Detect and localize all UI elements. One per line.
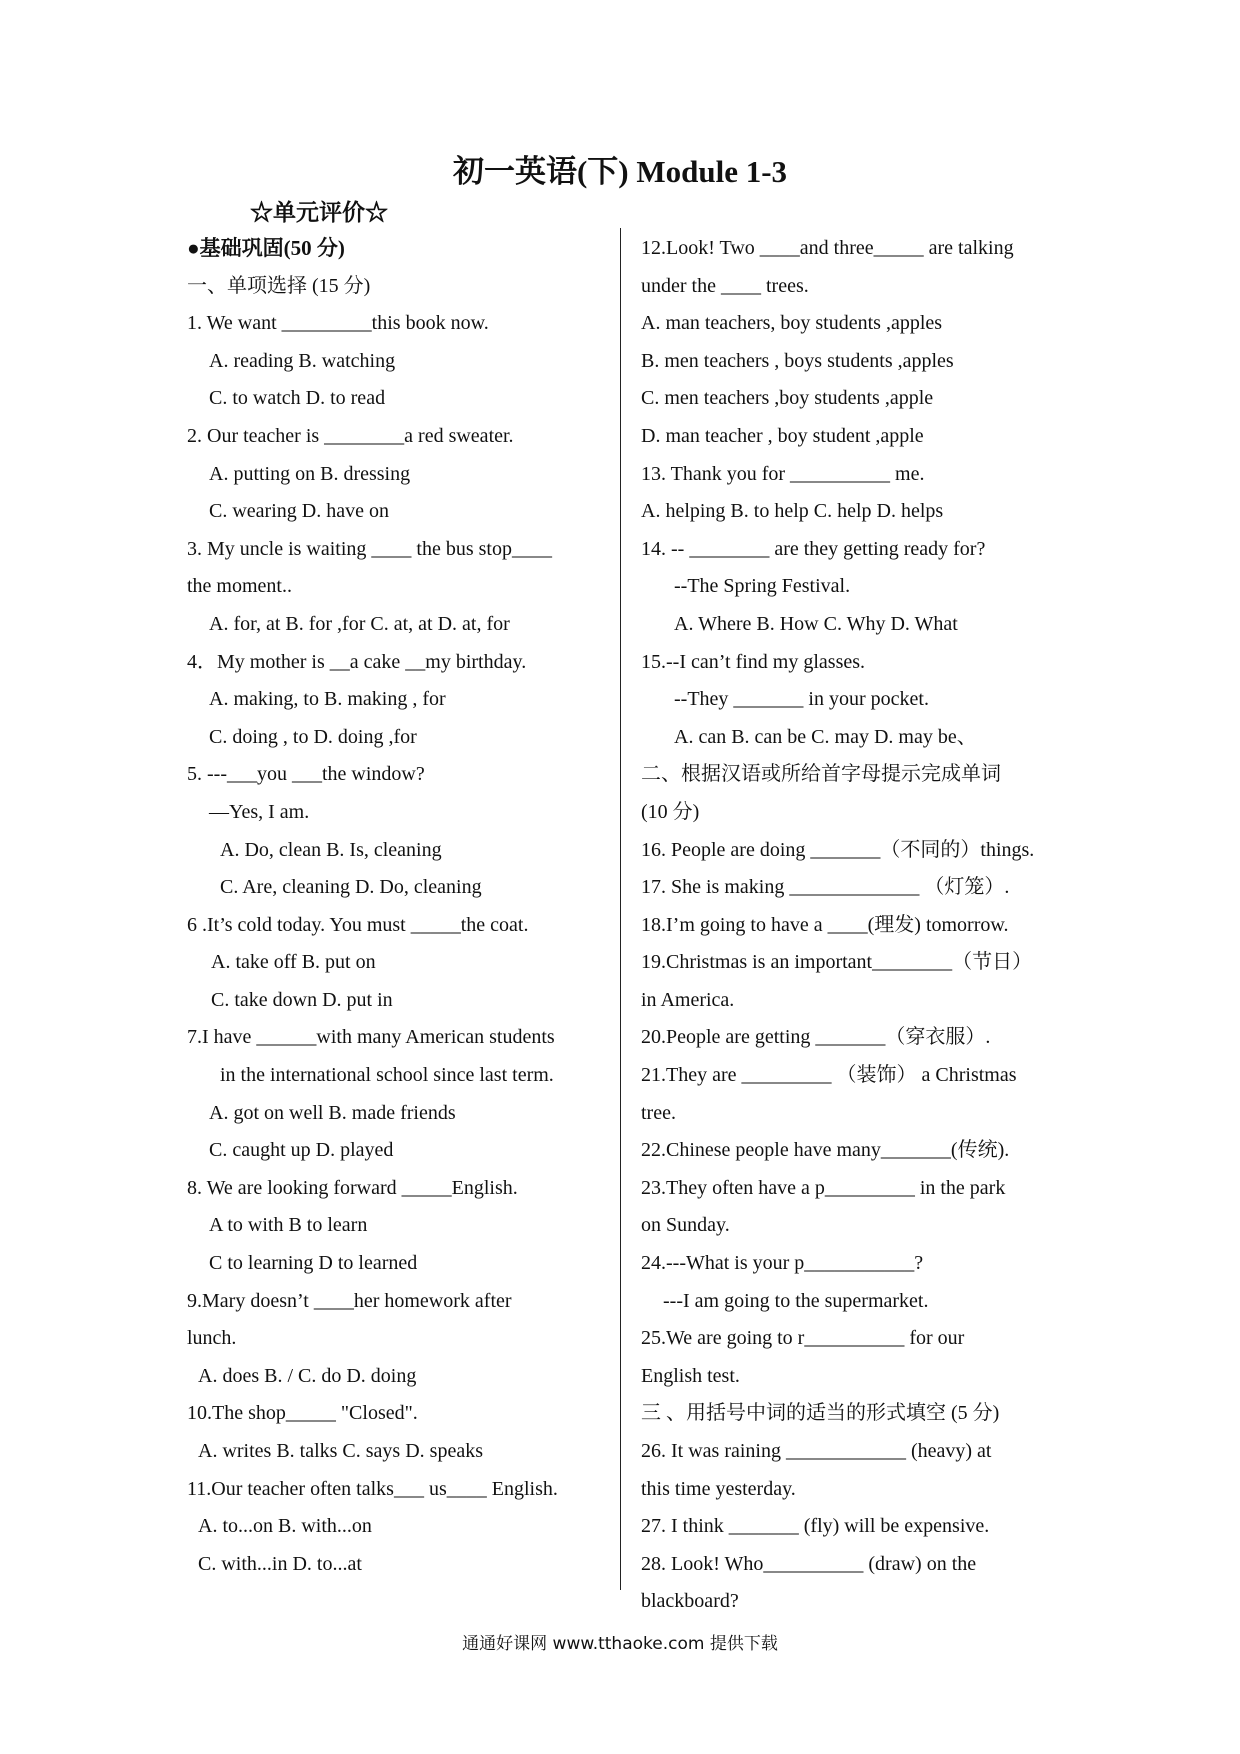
text-line: A. putting on B. dressing <box>209 462 411 485</box>
text-line: —Yes, I am. <box>209 800 310 823</box>
text-line: 9.Mary doesn’t ____her homework after <box>187 1289 512 1312</box>
text-line: C. wearing D. have on <box>209 500 389 523</box>
column-divider <box>620 228 621 1590</box>
text-line: A to with B to learn <box>209 1214 368 1237</box>
text-line: 2. Our teacher is ________a red sweater. <box>187 424 514 447</box>
text-line: 15.--I can’t find my glasses. <box>641 650 866 673</box>
text-line: 18.I’m going to have a ____(理发) tomorrow. <box>641 913 1009 936</box>
text-line: in the international school since last term. <box>220 1064 554 1087</box>
text-line: 5. ---___you ___the window? <box>187 763 425 786</box>
text-line: B. men teachers , boys students ,apples <box>641 349 954 372</box>
text-line: 24.---What is your p___________? <box>641 1252 924 1275</box>
text-line: 12.Look! Two ____and three_____ are talking <box>641 237 1014 259</box>
text-line: (10 分) <box>641 800 700 823</box>
text-line: C. to watch D. to read <box>209 387 386 410</box>
text-line: ---I am going to the supermarket. <box>663 1289 929 1312</box>
text-line: A. man teachers, boy students ,apples <box>641 312 943 335</box>
text-line: D. man teacher , boy student ,apple <box>641 424 924 447</box>
text-line: 14. -- ________ are they getting ready for? <box>641 537 986 560</box>
text-line: 一、单项选择 (15 分) <box>187 274 371 297</box>
text-line: the moment.. <box>187 575 292 598</box>
text-line: C. doing , to D. doing ,for <box>209 725 417 748</box>
text-line: 25.We are going to r__________ for our <box>641 1327 965 1350</box>
text-line: 11.Our teacher often talks___ us____ English. <box>187 1477 558 1500</box>
text-line: this time yesterday. <box>641 1477 796 1500</box>
text-line: 28. Look! Who__________ (draw) on the <box>641 1552 977 1575</box>
text-line: ●基础巩固(50 分) <box>187 236 345 260</box>
text-line: 10.The shop_____ "Closed". <box>187 1402 418 1425</box>
text-line: on Sunday. <box>641 1214 730 1237</box>
text-line: C to learning D to learned <box>209 1252 418 1275</box>
text-line: lunch. <box>187 1327 237 1350</box>
text-line: 3. My uncle is waiting ____ the bus stop____ <box>187 537 552 560</box>
text-line: 19.Christmas is an important________（节日） <box>641 951 1033 974</box>
footer-text: 通通好课网 www.tthaoke.com 提供下载 <box>462 1634 778 1654</box>
text-line: in America. <box>641 988 735 1011</box>
text-line: 二、根据汉语或所给首字母提示完成单词 <box>641 763 1001 786</box>
text-line: --They _______ in your pocket. <box>674 688 929 711</box>
text-line: A. to...on B. with...on <box>198 1515 372 1538</box>
text-line: C. Are, cleaning D. Do, cleaning <box>220 876 482 899</box>
text-line: 23.They often have a p_________ in the park <box>641 1176 1006 1199</box>
text-line: C. caught up D. played <box>209 1139 394 1162</box>
text-line: 6 .It’s cold today. You must _____the coat. <box>187 913 529 936</box>
text-line: 20.People are getting _______（穿衣服）. <box>641 1026 991 1049</box>
text-line: --The Spring Festival. <box>674 575 851 598</box>
text-line: C. men teachers ,boy students ,apple <box>641 387 934 410</box>
text-line: under the ____ trees. <box>641 274 809 297</box>
text-line: A. Where B. How C. Why D. What <box>674 612 958 635</box>
left-column <box>187 230 602 1583</box>
text-line: 4．My mother is __a cake __my birthday. <box>187 650 527 673</box>
text-line: A. Do, clean B. Is, cleaning <box>220 838 442 861</box>
text-line: A. take off B. put on <box>211 951 376 974</box>
text-line: C. with...in D. to...at <box>198 1552 362 1575</box>
right-column <box>641 230 1054 1621</box>
text-line: blackboard? <box>641 1590 739 1613</box>
text-line: 16. People are doing _______（不同的）things. <box>641 838 1035 861</box>
text-line: A. for, at B. for ,for C. at, at D. at, for <box>209 612 510 635</box>
section-subtitle: ☆单元评价☆ <box>250 200 388 225</box>
text-line: 7.I have ______with many American students <box>187 1026 555 1049</box>
text-line: 21.They are _________ （装饰） a Christmas <box>641 1064 1017 1087</box>
text-line: 1. We want _________this book now. <box>187 312 489 335</box>
text-line: A. writes B. talks C. says D. speaks <box>198 1440 483 1462</box>
page-title: 初一英语(下) Module 1-3 <box>452 154 788 189</box>
text-line: tree. <box>641 1101 676 1124</box>
text-line: 17. She is making _____________ （灯笼）. <box>641 876 1010 899</box>
text-line: English test. <box>641 1364 740 1387</box>
text-line: 8. We are looking forward _____English. <box>187 1176 518 1199</box>
text-line: A. does B. / C. do D. doing <box>198 1364 417 1387</box>
text-line: 22.Chinese people have many_______(传统). <box>641 1139 1010 1162</box>
text-line: 26. It was raining ____________ (heavy) at <box>641 1440 992 1462</box>
text-line: A. helping B. to help C. help D. helps <box>641 500 944 523</box>
text-line: C. take down D. put in <box>211 988 393 1011</box>
text-line: A. can B. can be C. may D. may be、 <box>674 725 977 748</box>
text-line: 27. I think _______ (fly) will be expensive. <box>641 1515 990 1538</box>
text-line: 13. Thank you for __________ me. <box>641 462 925 485</box>
text-line: A. reading B. watching <box>209 349 396 372</box>
text-line: A. got on well B. made friends <box>209 1101 456 1124</box>
text-line: 三 、用括号中词的适当的形式填空 (5 分) <box>641 1402 1000 1425</box>
text-line: A. making, to B. making , for <box>209 688 446 711</box>
